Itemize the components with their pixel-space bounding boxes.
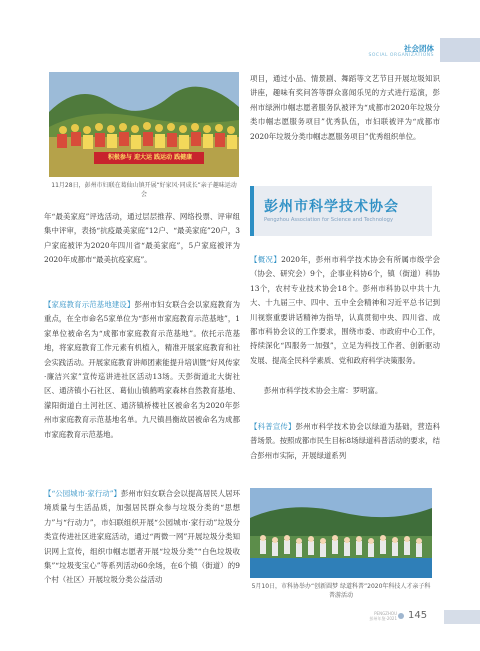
page-number: 145 bbox=[408, 610, 428, 621]
left-paragraph-3 bbox=[44, 487, 240, 611]
right-paragraph-2 bbox=[250, 253, 440, 383]
section-header-title: 社会团体 bbox=[404, 44, 434, 53]
right-paragraph-1: 项目，通过小品、情景剧、舞蹈等文艺节目开展垃圾知识讲座，趣味有奖问答等群众喜闻乐见的方式进行巡演，彭州市绿洲巾帼志愿者服务队被评为“成都市2020年垃圾分类巾帼志愿服务项目”优秀队伍，市妇联被评为“成都市2020年垃圾分类巾帼志愿服务项目”优秀组织单位。 bbox=[250, 74, 440, 141]
yearbook-logo bbox=[337, 611, 397, 621]
outdoor-activity-illustration bbox=[250, 488, 432, 578]
header-tab-decoration bbox=[440, 38, 480, 62]
science-promotion-label: 【科普宣传】 bbox=[250, 422, 296, 431]
photo-banner-text: 积极参与 迎大运 践运动 践健康 bbox=[107, 154, 193, 161]
family-education-base-text: 彭州市妇女联合会以家庭教育为重点，在全市命名5家单位为“彭州市家庭教育示范基地”，1家单位被命名为“成都市家庭教育示范基地”。依托示范基地，将家庭教育工作元素有机植入，精准开展家庭教育和社会实践活动。开展家庭教育讲师团素能提升培训暨“好风传家·廉洁兴家”宣传巡讲进社区活动13场。天彭街道北大街社区、通济镇小石社区、葛仙山镇鹤鸣家森林自然教育基地、濛阳街道白土河社区、通济镇桥楼社区被命名为2020年彭州市家庭教育示范基地名单。九尺镇昌衡故居被命名为成都市家庭教育示范基地。 bbox=[44, 300, 240, 439]
park-city-action-text: 彭州市妇女联合会以提高居民人居环境质量与生活品质，加强居民群众参与垃圾分类的“思想力”与“行动力”，市妇联组织开展“公园城市·家行动”垃圾分类宣传进社区进家庭活动，通过“两微一网”开展垃圾分类知识网上宣传，组织巾帼志愿者开展“垃圾分类”“白色垃圾收集”“垃圾变宝心”等系列活动60余场，在6个镇（街道）的9个村（社区）开展垃圾分类公益活动 bbox=[44, 489, 240, 585]
page-dot-icon bbox=[398, 613, 404, 619]
overview-label: 【概况】 bbox=[250, 255, 282, 264]
photo-parent-child-sports-event bbox=[49, 72, 239, 177]
park-city-action-label: 【“公园城市·家行动”】 bbox=[44, 489, 121, 498]
section-banner bbox=[250, 186, 432, 236]
overview-text: 2020年，彭州市科学技术协会有所属市级学会（协会、研究会）9个，企事业科协6个，镇（街道）科协13个，农村专业技术协会18个。彭州市科协以中共十九大、十九届三中、四中、五中全会精神和习近平总书记到川视察重要讲话精神为指导，认真贯彻中央、四川省、成都市科协会议的工作要求，围绕市委、市政府中心工作，持续深化“四服务一加强”，立足为科技工作者、创新驱动发展、提高全民科学素质、党和政府科学决策服务。 bbox=[250, 255, 440, 365]
section-title: 彭州市科学技术协会 bbox=[264, 199, 399, 215]
yearbook-logo-line2: 彭州年鉴·2021 bbox=[369, 616, 397, 621]
right-paragraph-4 bbox=[250, 420, 440, 464]
section-subtitle: Pengzhou Association for Science and Technology bbox=[264, 217, 394, 223]
family-education-base-label: 【家庭教育示范基地建设】 bbox=[44, 300, 135, 309]
left-paragraph-1: 年“最美家庭”评选活动，通过层层推荐、网络投票、评审组集中评审，表扬“抗疫最美家庭”12户、“最美家庭”20户，3户家庭被评为2020年四川省“最美家庭”，5户家庭被评为2020年成都市“最美抗疫家庭”。 bbox=[44, 212, 240, 265]
right-paragraph-3: 彭州市科学技术协会主席：罗明富。 bbox=[264, 386, 383, 395]
left-paragraph-2 bbox=[44, 298, 240, 466]
yearbook-logo-line1: PENGZHOU bbox=[374, 611, 397, 616]
footer-bar-decoration bbox=[444, 610, 480, 624]
photo2-caption: 5月10日，市科协举办“创新圆梦 绿道科普”2020年科技人才亲子科普游活动 bbox=[251, 583, 431, 599]
science-promotion-text: 彭州市科学技术协会以绿道为基础，营造科普场景。按照成都市民生目标8场绿道科普活动的要求，结合彭州市实际，开展绿道系列 bbox=[250, 422, 440, 460]
photo-greenway-science-activity bbox=[250, 488, 432, 578]
section-header-subtitle: SOCIAL ORGANIZATIONS bbox=[368, 53, 434, 58]
photo1-caption: 11月28日，彭州市妇联在葛仙山镇开展“好家风·同成长”亲子趣味运动会 bbox=[51, 182, 237, 198]
